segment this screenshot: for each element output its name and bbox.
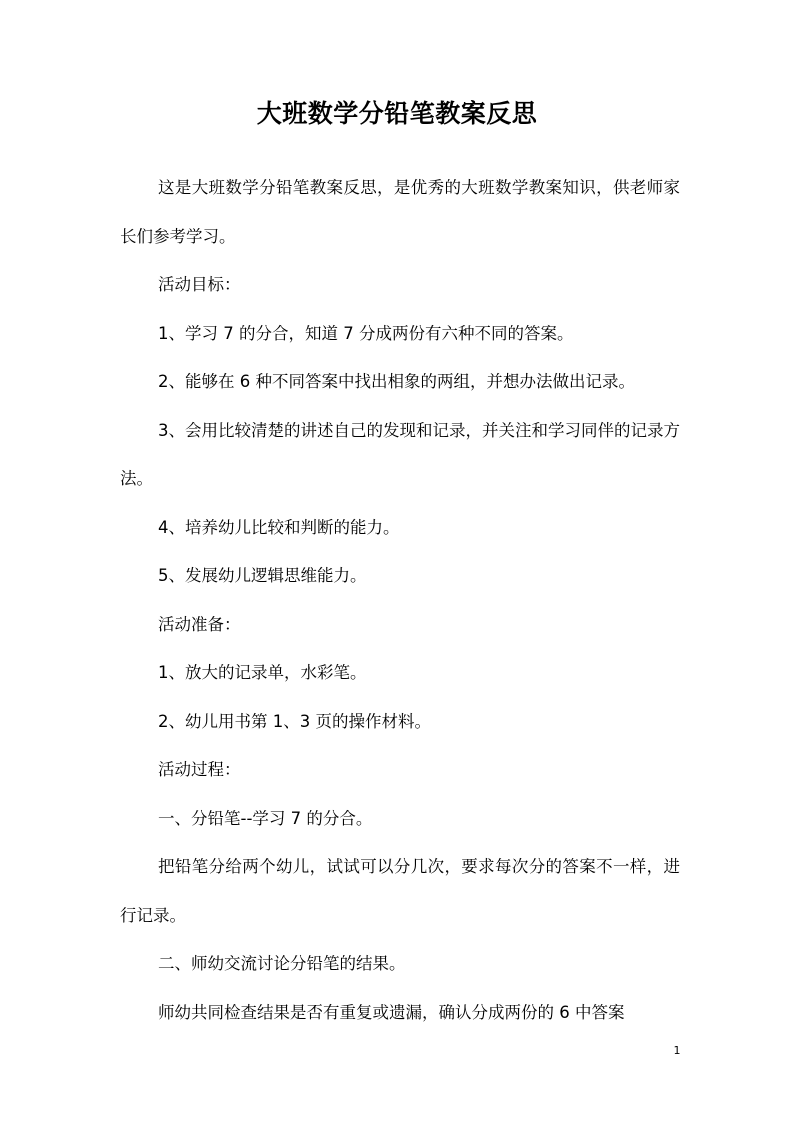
process-step-1: 一、分铅笔--学习 7 的分合。 bbox=[158, 808, 373, 828]
goal-item-1: 1、学习 7 的分合，知道 7 分成两份有六种不同的答案。 bbox=[158, 323, 574, 343]
goal-item-2: 2、能够在 6 种不同答案中找出相象的两组，并想办法做出记录。 bbox=[158, 372, 635, 391]
process-step-2-detail: 师幼共同检查结果是否有重复或遗漏，确认分成两份的 6 中答案 bbox=[158, 1002, 625, 1022]
preparation-item-1: 1、放大的记录单，水彩笔。 bbox=[158, 663, 367, 682]
section-heading-process: 活动过程： bbox=[158, 760, 241, 779]
process-step-1-detail: 把铅笔分给两个幼儿，试试可以分几次，要求每次分的答案不一样，进行记录。 bbox=[120, 857, 680, 925]
goal-item-5: 5、发展幼儿逻辑思维能力。 bbox=[158, 566, 367, 585]
page-number: 1 bbox=[673, 1044, 681, 1057]
goal-item-4: 4、培养幼儿比较和判断的能力。 bbox=[158, 517, 400, 537]
document-body bbox=[120, 164, 680, 1037]
goal-item-3: 3、会用比较清楚的讲述自己的发现和记录，并关注和学习同伴的记录方法。 bbox=[120, 420, 680, 488]
process-step-2: 二、师幼交流讨论分铅笔的结果。 bbox=[158, 954, 406, 973]
section-heading-preparation: 活动准备： bbox=[158, 614, 241, 634]
page-title: 大班数学分铅笔教案反思 bbox=[256, 99, 538, 128]
preparation-item-2: 2、幼儿用书第 1、3 页的操作材料。 bbox=[158, 711, 431, 731]
section-heading-goals: 活动目标： bbox=[158, 275, 241, 294]
intro-paragraph: 这是大班数学分铅笔教案反思，是优秀的大班数学教案知识，供老师家长们参考学习。 bbox=[120, 178, 680, 246]
